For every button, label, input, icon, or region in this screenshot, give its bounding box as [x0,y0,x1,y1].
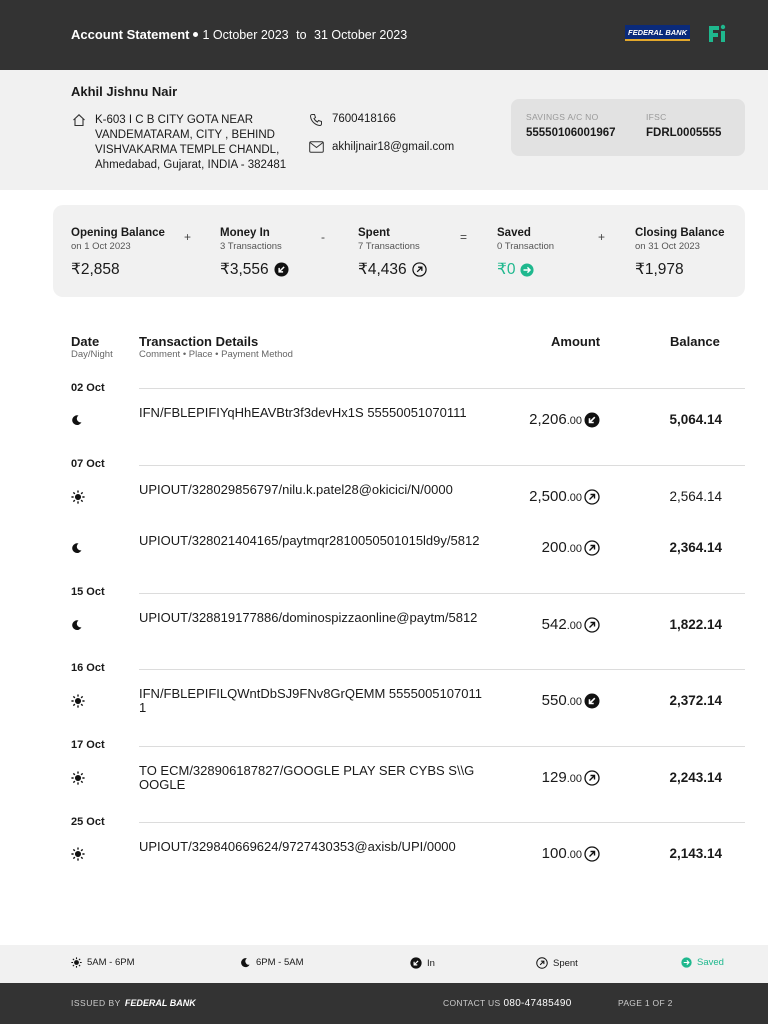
contact-number: 080-47485490 [503,998,572,1009]
statement-header [0,0,768,70]
legend-saved: Saved [681,957,724,968]
balance-summary [53,205,745,297]
details-column-subheader: Comment • Place • Payment Method [139,349,293,360]
fi-logo-icon [707,24,729,44]
separator-dot [193,32,198,37]
ifsc-code: FDRL0005555 [646,127,722,139]
minus-operator: - [321,230,325,244]
row-divider [139,593,745,594]
transaction-amount: 2,206 .00 [529,411,582,428]
customer-name: Akhil Jishnu Nair [71,84,178,99]
federal-bank-logo: FEDERAL BANK [625,25,690,41]
customer-profile [0,70,768,190]
row-divider [139,669,745,670]
money-in-icon [584,693,600,709]
balance-column-header: Balance [670,334,720,349]
spent-icon [584,770,600,786]
sun-icon [71,694,85,710]
sun-icon [71,771,85,787]
transaction-balance: 2,364.14 [669,540,722,555]
transaction-details: UPIOUT/328029856797/nilu.k.patel28@okicici/N/0000 [139,482,453,497]
spent-icon [584,846,600,862]
spent-icon [412,262,427,277]
legend-in: In [410,957,435,969]
equals-operator: = [460,230,468,244]
contact-us: CONTACT US 080-47485490 [443,998,572,1009]
transaction-balance: 2,243.14 [669,770,722,785]
spent-icon [584,489,600,505]
row-divider [139,388,745,389]
spent: Spent 7 Transactions ₹4,436 [358,227,427,279]
transaction-date: 07 Oct [71,458,105,470]
account-info-box [511,99,745,156]
statement-period: 1 October 2023 to 31 October 2023 [202,28,408,42]
row-divider [139,746,745,747]
details-column-header: Transaction Details [139,334,259,349]
transaction-date: 25 Oct [71,816,105,828]
spent-icon [584,617,600,633]
plus-operator: + [184,230,192,244]
money-in-icon [410,957,422,969]
date-column-subheader: Day/Night [71,349,113,360]
plus-operator-2: + [598,230,606,244]
statement-title: Account Statement 1 October 2023 to 31 October 2023 [71,27,408,42]
account-number-label: SAVINGS A/C NO [526,112,599,122]
account-number: 55550106001967 [526,127,616,139]
moon-icon [71,413,85,429]
spent-icon [584,540,600,556]
transaction-date: 15 Oct [71,586,105,598]
legend-spent: Spent [536,957,578,969]
legend-night: 6PM - 5AM [240,957,304,968]
transaction-details: TO ECM/328906187827/GOOGLE PLAY SER CYBS S\\GOOGLE [139,763,475,792]
transaction-date: 16 Oct [71,662,105,674]
transaction-details: UPIOUT/328021404165/paytmqr2810050501015ld9y/5812 [139,533,480,548]
transaction-amount: 2,500 .00 [529,488,582,505]
moon-icon [240,957,251,968]
legend-day: 5AM - 6PM [71,957,135,968]
money-in-icon [584,412,600,428]
opening-balance: Opening Balance on 1 Oct 2023 ₹2,858 [71,227,165,278]
transaction-balance: 5,064.14 [669,412,722,427]
transaction-amount: 129 .00 [541,769,582,786]
sun-icon [71,490,85,506]
transaction-amount: 542 .00 [541,616,582,633]
transaction-balance: 2,372.14 [669,693,722,708]
row-divider [139,822,745,823]
transaction-amount: 550 .00 [541,692,582,709]
amount-column-header: Amount [551,334,601,349]
moon-icon [71,541,85,557]
customer-address: K-603 I C B CITY GOTA NEAR VANDEMATARAM, CITY , BEHIND VISHVAKARMA TEMPLE CHANDL, Ahmedabad, Gujarat, INDIA - 382481 [95,114,287,171]
closing-balance: Closing Balance on 31 Oct 2023 ₹1,978 [635,227,725,278]
saved: Saved 0 Transaction ₹0 [497,227,555,278]
transaction-balance: 2,143.14 [669,846,722,861]
mail-icon [309,141,324,153]
transaction-amount: 200 .00 [541,539,582,556]
transaction-details: UPIOUT/328819177886/dominospizzaonline@paytm/5812 [139,610,478,625]
federal-bank-wordmark: FEDERAL BANK [124,998,196,1008]
phone-icon [309,113,323,127]
sun-icon [71,847,85,863]
money-in: Money In 3 Transactions ₹3,556 [220,227,289,279]
customer-email: akhiljnair18@gmail.com [332,141,455,153]
legend-bar [0,945,768,983]
moon-icon [71,618,85,634]
statement-footer [0,983,768,1024]
transaction-balance: 1,822.14 [669,617,722,632]
ifsc-label: IFSC [646,112,667,122]
saved-icon [520,263,534,277]
money-in-icon [274,262,289,277]
home-icon [72,113,86,127]
transaction-details: UPIOUT/329840669624/9727430353@axisb/UPI/0000 [139,839,456,854]
row-divider [139,465,745,466]
transaction-details: IFN/FBLEPIFILQWntDbSJ9FNv8GrQEMM 55550051070111 [139,686,482,715]
issued-by: ISSUED BY FEDERAL BANK [71,998,196,1008]
sun-icon [71,957,82,968]
date-column-header: Date [71,334,100,349]
transaction-date: 17 Oct [71,739,105,751]
transaction-details: IFN/FBLEPIFIYqHhEAVBtr3f3devHx1S 55550051070111 [139,405,467,420]
transaction-balance: 2,564.14 [669,489,722,504]
transaction-date: 02 Oct [71,382,105,394]
saved-icon [681,957,692,968]
spent-icon [536,957,548,969]
page-number: PAGE 1 OF 2 [618,998,673,1008]
customer-phone: 7600418166 [332,113,396,125]
transaction-amount: 100 .00 [541,845,582,862]
